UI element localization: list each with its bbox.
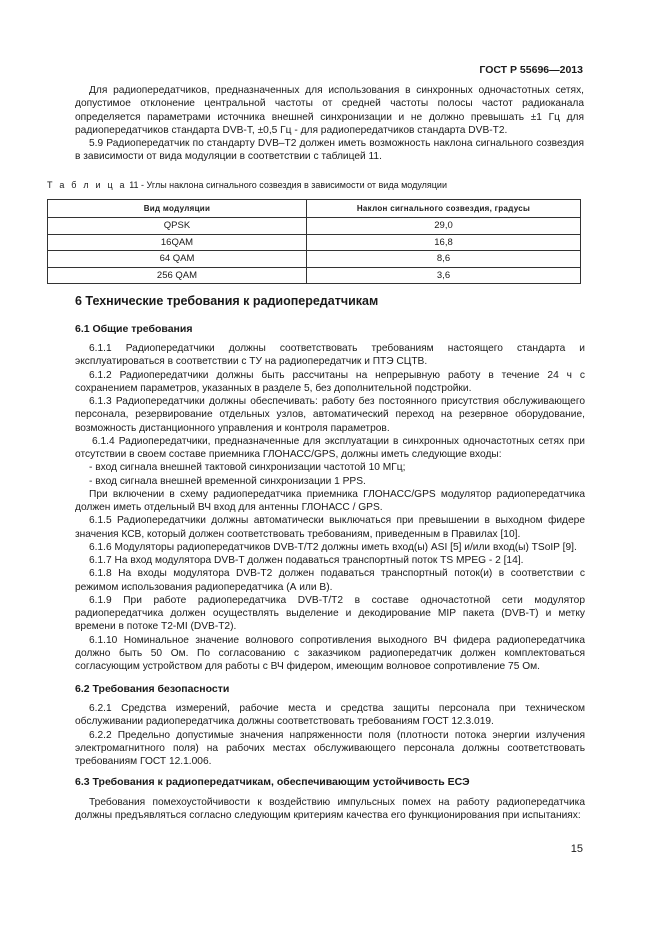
intro-text — [75, 84, 584, 164]
paragraph-6-1-5: 6.1.5 Радиопередатчики должны автоматически выключаться при превышении в выходном фидере значения КСВ, который должен соответствовать требованиям, приведенным в Правилах [10]. — [75, 515, 585, 540]
paragraph-glonass: При включении в схему радиопередатчика приемника ГЛОНАСС/GPS модулятор радиопередатчика должен иметь отдельный ВЧ вход для антенны ГЛОНАСС / GPS. — [75, 488, 585, 513]
modulation-cell: 64 QAM — [48, 251, 307, 268]
tilt-cell: 8,6 — [307, 251, 581, 268]
modulation-cell: 16QAM — [48, 234, 307, 251]
paragraph-6-1-10: 6.1.10 Номинальное значение волнового сопротивления выходного ВЧ фидера радиопередатчика должно быть 50 Ом. По согласованию с заказчиком радиопередатчик должен комплектоваться согласующим устройством для работы с ВЧ фидером, имеющим волновое сопротивление 75 Ом. — [75, 634, 585, 672]
paragraph-6-1-3: 6.1.3 Радиопередатчики должны обеспечивать: работу без постоянного присутствия обслуживающего персонала, резервирование отдельных узлов, автоматический переход на резервное оборудование, возможность дистанционного управления и контроля параметров. — [75, 396, 585, 434]
paragraph-6-1-8: 6.1.8 На входы модулятора DVB-T2 должен подаваться транспортный поток(и) в соответствии с режимом использования радиопередатчика (А или В). — [75, 568, 585, 593]
paragraph-6-1-1: 6.1.1 Радиопередатчики должны соответствовать требованиям настоящего стандарта и эксплуатироваться в соответствии с ТУ на радиопередатчик и ПТЭ СЦТВ. — [75, 343, 585, 368]
page-number: 15 — [570, 843, 583, 855]
paragraph-6-1-9: 6.1.9 При работе радиопередатчика DVB-T/T2 в составе одночастотной сети модулятор радиопередатчика должен осуществлять выделение и декодирование MIP пакета (DVB-T) и метку времени в потоке T2-MI (DVB-T2). — [75, 594, 585, 633]
section-6 — [75, 294, 585, 308]
paragraph-6-3: Требования помехоустойчивости к воздействию импульсных помех на работу радиопередатчика должны предъявляться согласно следующим критериям качества его функционирования при испытаниях: — [75, 797, 585, 822]
column-header-tilt: Наклон сигнального созвездия, градусы — [307, 200, 581, 218]
section-6-3-body — [75, 796, 585, 823]
document-id: ГОСТ Р 55696—2013 — [479, 64, 583, 76]
section-6-1-title-block — [75, 323, 585, 335]
section-6-title: 6 Технические требования к радиопередатчикам — [75, 294, 379, 308]
table-caption — [47, 180, 587, 190]
paragraph-6-1-6: 6.1.6 Модуляторы радиопередатчиков DVB-T/T2 должны иметь вход(ы) ASI [5] и/или вход(ы) TSoIP [9]. — [89, 541, 577, 553]
section-6-2-title-block — [75, 683, 585, 695]
constellation-tilt-table — [47, 199, 581, 284]
table-row — [48, 251, 581, 268]
tilt-cell: 29,0 — [307, 218, 581, 235]
paragraph-6-1-4: 6.1.4 Радиопередатчики, предназначенные для эксплуатации в синхронных одночастотных сетях при отсутствии в своем составе приемника ГЛОНАСС/GPS, должны иметь следующие входы: — [75, 435, 585, 460]
paragraph-sync-deviation: Для радиопередатчиков, предназначенных для использования в синхронных одночастотных сетях, допустимое отклонение центральной частоты от средней частоты полосы частот радиоканала определяется параметрами источника внешней синхронизации и не должно превышать ±1 Гц для радиопередатчиков стандарта DVB-T, ±0,5 Гц - для радиопередатчиков стандарта DVB-T2. — [75, 85, 584, 136]
section-6-3-title-block — [75, 776, 585, 788]
section-6-3-title: 6.3 Требования к радиопередатчикам, обеспечивающим устойчивость ЕСЭ — [75, 776, 470, 788]
table-caption-text: 11 - Углы наклона сигнального созвездия в зависимости от вида модуляции — [126, 180, 447, 190]
paragraph-6-2-2: 6.2.2 Предельно допустимые значения напряженности поля (плотности потока энергии излучения электромагнитного поля) на рабочих местах обслуживающего персонала должны соответствовать требованиям ГОСТ 12.1.006. — [75, 729, 585, 768]
bullet-1pps: - вход сигнала внешней временной синхронизации 1 PPS. — [89, 475, 366, 487]
section-6-2-body — [75, 702, 585, 768]
tilt-cell: 16,8 — [307, 234, 581, 251]
bullet-10mhz: - вход сигнала внешней тактовой синхронизации частотой 10 МГц; — [89, 462, 406, 474]
table-row — [48, 267, 581, 284]
modulation-cell: QPSK — [48, 218, 307, 235]
table-caption-prefix: Т а б л и ц а — [47, 180, 127, 190]
table-row — [48, 234, 581, 251]
section-6-2-title: 6.2 Требования безопасности — [75, 683, 230, 695]
section-6-1-title: 6.1 Общие требования — [75, 323, 193, 335]
table-row — [48, 218, 581, 235]
table-header-row — [48, 200, 581, 218]
paragraph-5-9: 5.9 Радиопередатчик по стандарту DVB–T2 должен иметь возможность наклона сигнального созвездия в зависимости от вида модуляции в соответствии с таблицей 11. — [75, 138, 584, 163]
modulation-cell: 256 QAM — [48, 267, 307, 284]
paragraph-6-1-7: 6.1.7 На вход модулятора DVB-T должен подаваться транспортный поток TS MPEG - 2 [14]. — [89, 555, 524, 566]
paragraph-6-2-1: 6.2.1 Средства измерений, рабочие места и средства защиты персонала при техническом обслуживании радиопередатчика должны соответствовать требованиям ГОСТ 12.3.019. — [75, 703, 585, 728]
paragraph-6-1-2: 6.1.2 Радиопередатчики должны быть рассчитаны на непрерывную работу в течение 24 ч с сохранением параметров, указанных в разделе 5, без дополнительной подстройки. — [75, 369, 585, 394]
section-6-1-body — [75, 342, 585, 673]
tilt-cell: 3,6 — [307, 267, 581, 284]
column-header-modulation: Вид модуляции — [48, 200, 307, 218]
